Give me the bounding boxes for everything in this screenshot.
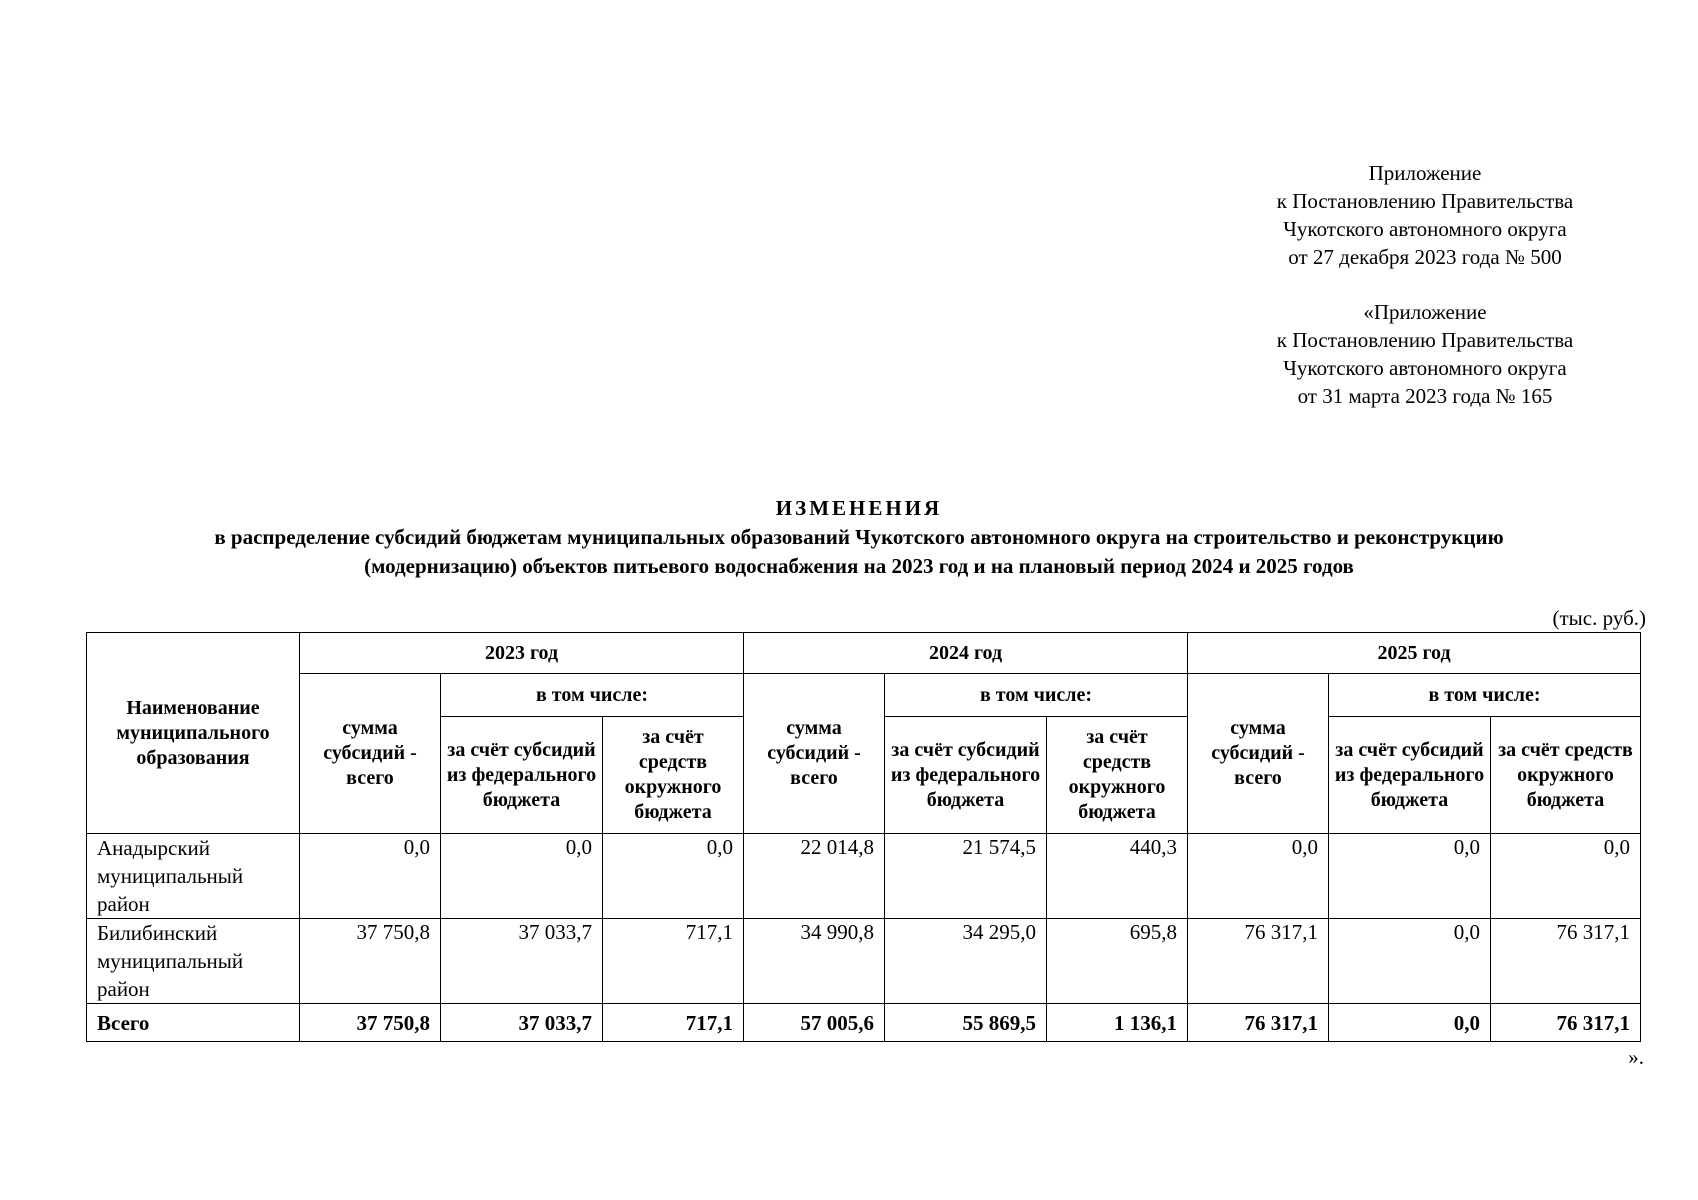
cell-value: 440,3 bbox=[1047, 834, 1188, 919]
cell-value: 76 317,1 bbox=[1188, 919, 1329, 1004]
cell-value: 0,0 bbox=[1329, 919, 1491, 1004]
header-regional: за счёт средств окружного бюджета bbox=[603, 717, 744, 834]
header-year-2024: 2024 год bbox=[744, 633, 1188, 674]
total-value: 0,0 bbox=[1329, 1004, 1491, 1042]
approval-block-current bbox=[1225, 159, 1625, 271]
cell-value: 0,0 bbox=[603, 834, 744, 919]
header-including: в том числе: bbox=[885, 674, 1188, 717]
approval-line: Чукотского автономного округа bbox=[1283, 356, 1567, 380]
row-name: Билибинский муниципальный район bbox=[87, 919, 300, 1004]
total-value: 37 033,7 bbox=[441, 1004, 603, 1042]
total-value: 1 136,1 bbox=[1047, 1004, 1188, 1042]
header-total-subsidy: сумма субсидий - всего bbox=[300, 674, 441, 834]
cell-value: 0,0 bbox=[1188, 834, 1329, 919]
cell-value: 76 317,1 bbox=[1491, 919, 1641, 1004]
document-title bbox=[60, 494, 1658, 581]
total-value: 76 317,1 bbox=[1188, 1004, 1329, 1042]
approval-line: к Постановлению Правительства bbox=[1276, 189, 1574, 213]
cell-value: 0,0 bbox=[300, 834, 441, 919]
cell-value: 34 990,8 bbox=[744, 919, 885, 1004]
approval-line: от 27 декабря 2023 года № 500 bbox=[1288, 245, 1562, 269]
title-line: (модернизацию) объектов питьевого водоснабжения на 2023 год и на плановый период 2024 и 2025 годов bbox=[364, 554, 1354, 578]
approval-line: от 31 марта 2023 года № 165 bbox=[1297, 384, 1553, 408]
cell-value: 0,0 bbox=[1329, 834, 1491, 919]
subsidy-table bbox=[86, 632, 1641, 1042]
total-row bbox=[87, 1004, 1641, 1042]
header-year-2023: 2023 год bbox=[300, 633, 744, 674]
cell-value: 0,0 bbox=[441, 834, 603, 919]
approval-line: Приложение bbox=[1368, 161, 1482, 185]
closing-quote-mark: ». bbox=[1628, 1045, 1644, 1069]
cell-value: 37 033,7 bbox=[441, 919, 603, 1004]
cell-value: 37 750,8 bbox=[300, 919, 441, 1004]
cell-value: 0,0 bbox=[1491, 834, 1641, 919]
header-year-2025: 2025 год bbox=[1188, 633, 1641, 674]
total-label: Всего bbox=[87, 1004, 300, 1042]
approval-line: «Приложение bbox=[1363, 300, 1487, 324]
cell-value: 34 295,0 bbox=[885, 919, 1047, 1004]
approval-line: Чукотского автономного округа bbox=[1283, 217, 1567, 241]
cell-value: 22 014,8 bbox=[744, 834, 885, 919]
header-including: в том числе: bbox=[441, 674, 744, 717]
header-total-subsidy: сумма субсидий - всего bbox=[744, 674, 885, 834]
header-including: в том числе: bbox=[1329, 674, 1641, 717]
row-name: Анадырский муниципальный район bbox=[87, 834, 300, 919]
total-value: 55 869,5 bbox=[885, 1004, 1047, 1042]
cell-value: 695,8 bbox=[1047, 919, 1188, 1004]
header-name: Наименование муниципального образования bbox=[87, 633, 300, 834]
approval-line: к Постановлению Правительства bbox=[1276, 328, 1574, 352]
title-line: в распределение субсидий бюджетам муниципальных образований Чукотского автономного округа на строительство и реконструкцию bbox=[214, 525, 1504, 549]
header-total-subsidy: сумма субсидий - всего bbox=[1188, 674, 1329, 834]
unit-note: (тыс. руб.) bbox=[1552, 606, 1646, 630]
table-header bbox=[87, 633, 1641, 834]
total-value: 717,1 bbox=[603, 1004, 744, 1042]
table-row bbox=[87, 834, 1641, 919]
header-regional: за счёт средств окружного бюджета bbox=[1047, 717, 1188, 834]
cell-value: 21 574,5 bbox=[885, 834, 1047, 919]
title-main: ИЗМЕНЕНИЯ bbox=[775, 496, 943, 520]
cell-value: 717,1 bbox=[603, 919, 744, 1004]
header-regional: за счёт средств окружного бюджета bbox=[1491, 717, 1641, 834]
approval-block-amended bbox=[1225, 298, 1625, 410]
total-value: 76 317,1 bbox=[1491, 1004, 1641, 1042]
total-value: 57 005,6 bbox=[744, 1004, 885, 1042]
table-row bbox=[87, 919, 1641, 1004]
header-federal: за счёт субсидий из федерального бюджета bbox=[885, 717, 1047, 834]
header-federal: за счёт субсидий из федерального бюджета bbox=[1329, 717, 1491, 834]
header-federal: за счёт субсидий из федерального бюджета bbox=[441, 717, 603, 834]
total-value: 37 750,8 bbox=[300, 1004, 441, 1042]
